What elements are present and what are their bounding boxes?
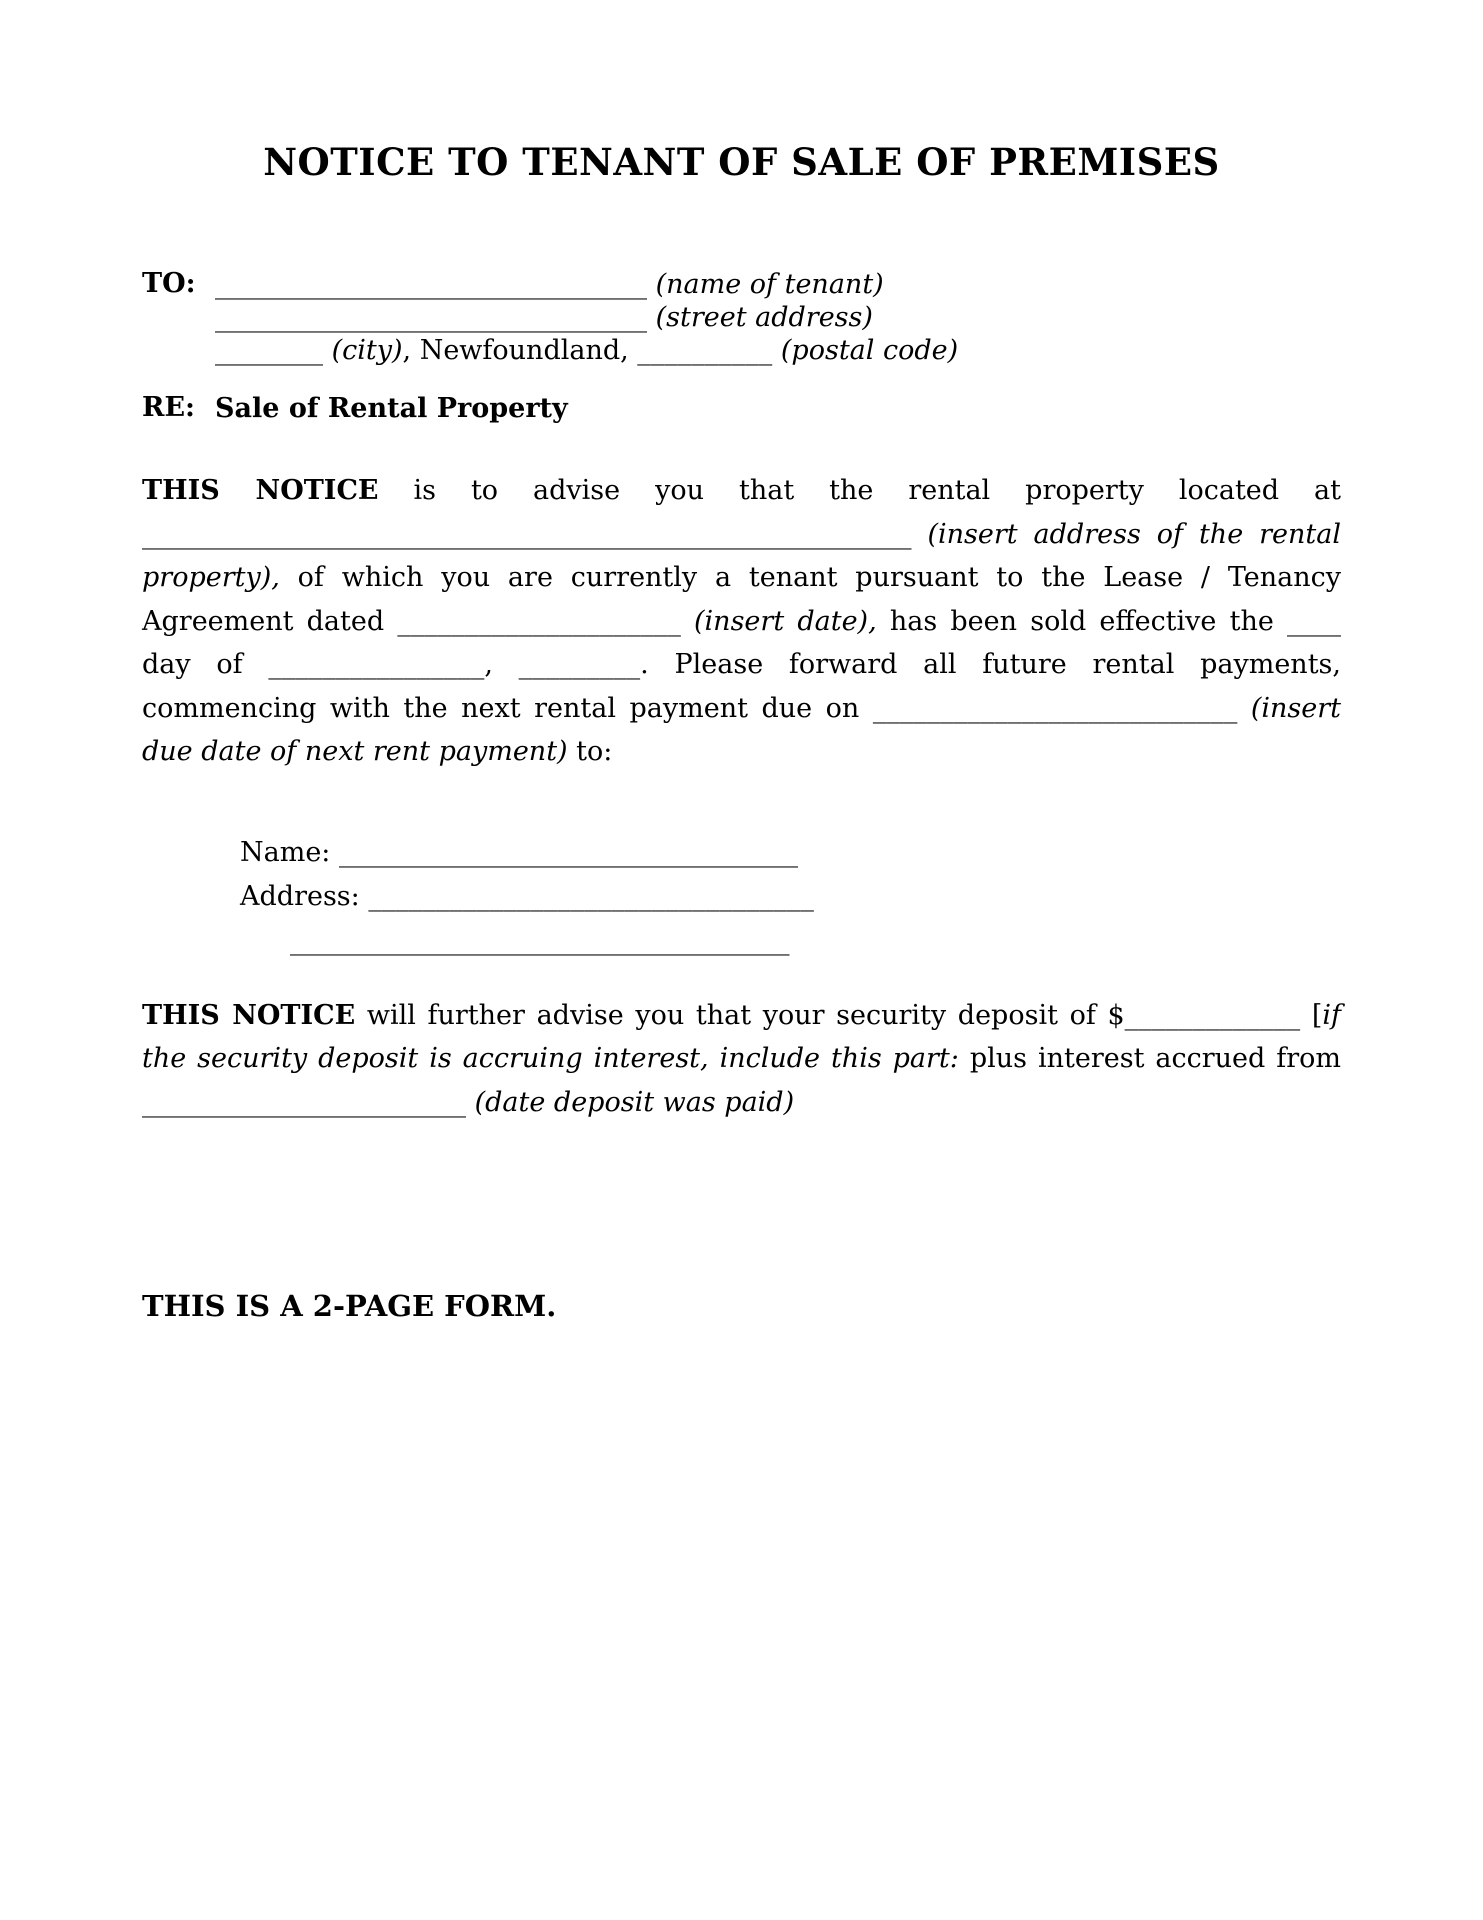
blank-line: ________________ (268, 649, 485, 680)
to-section (142, 268, 1341, 367)
notice-line-5 (142, 643, 1341, 687)
tenant-name-line (215, 268, 1341, 301)
text-run: of which you are currently a tenant pursuant to the Lease / Tenancy (279, 562, 1341, 593)
blank-line: __________________________________ (338, 836, 798, 868)
text-run: property), (142, 562, 280, 593)
page-count-note: THIS IS A 2-PAGE FORM. (142, 1289, 557, 1323)
text-run: (postal code) (780, 335, 959, 366)
blank-line: ________ (215, 335, 323, 366)
street-address-line (215, 301, 1341, 334)
notice-line-4 (142, 600, 1341, 644)
text-run: (insert address of the rental (927, 518, 1341, 550)
text-run: has been sold effective the (876, 605, 1287, 637)
text-run: (name of tenant) (655, 269, 884, 300)
text-run: [ (1300, 999, 1323, 1031)
deposit-paragraph (142, 994, 1341, 1125)
text-run: (insert (1250, 692, 1341, 724)
re-subject (215, 392, 1341, 425)
text-run: (street address) (655, 302, 873, 333)
text-run: will further advise you that your security deposit of $ (355, 999, 1125, 1031)
notice-line-1 (142, 469, 1341, 513)
text-run: . Please forward all future rental payments, (640, 649, 1341, 680)
text-run: Sale of Rental Property (215, 393, 568, 424)
blank-line: __________ (637, 335, 773, 366)
text-run: if (1322, 999, 1341, 1031)
payee-address-line-2 (142, 919, 1341, 963)
text-run: commencing with the next rental payment due on (142, 692, 873, 724)
document-title: NOTICE TO TENANT OF SALE OF PREMISES (263, 140, 1220, 184)
deposit-line-3 (142, 1081, 1341, 1125)
payee-address-line (142, 875, 1341, 919)
text-run: (insert date), (694, 605, 877, 637)
text-run (912, 519, 928, 550)
text-run: the security deposit is accruing interest, include this part: (142, 1043, 959, 1074)
blank-line: _________________________________________________________ (142, 518, 912, 550)
text-run: day of (142, 649, 269, 680)
text-run (466, 1087, 475, 1118)
notice-line-6 (142, 687, 1341, 731)
re-label: RE: (142, 392, 195, 423)
blank-line: _____________________________________ (290, 924, 790, 956)
blank-line: ________________________________ (215, 302, 647, 333)
blank-line: _________ (518, 649, 641, 680)
text-run: , (484, 649, 519, 680)
city-province-postal-line (215, 334, 1341, 367)
deposit-line-2 (142, 1037, 1341, 1081)
text-run: to: (567, 736, 613, 767)
text-run: Address: (240, 880, 369, 912)
text-run: , Newfoundland, (402, 335, 638, 366)
blank-line: _________________________________ (368, 880, 814, 912)
text-run: Agreement dated (142, 605, 398, 637)
re-section (142, 392, 1341, 425)
text-run: (date deposit was paid) (474, 1086, 795, 1118)
re-content (215, 392, 1341, 425)
text-run (681, 606, 694, 637)
text-run: (city) (331, 335, 403, 366)
text-run: THIS NOTICE (142, 999, 356, 1031)
text-run (323, 335, 332, 366)
notice-line-7 (142, 730, 1341, 774)
notice-paragraph (142, 469, 1341, 774)
text-run (772, 335, 781, 366)
text-run (647, 269, 656, 300)
text-run: THIS NOTICE (142, 475, 379, 506)
text-run (647, 302, 656, 333)
deposit-line-1 (142, 994, 1341, 1038)
text-run: plus interest accrued from (958, 1043, 1341, 1074)
text-run: Name: (240, 836, 339, 868)
blank-line: ___________________________ (872, 692, 1238, 724)
blank-line: _____________________ (397, 605, 681, 637)
to-label: TO: (142, 268, 196, 299)
payee-name-line (142, 831, 1341, 875)
blank-line: ________________________ (142, 1086, 466, 1118)
text-run: is to advise you that the rental property located at (378, 475, 1341, 506)
notice-line-2 (142, 513, 1341, 557)
payee-section (142, 831, 1341, 963)
blank-line: ____ (1287, 605, 1341, 637)
blank-line: _____________ (1124, 999, 1301, 1031)
to-content (215, 268, 1341, 367)
notice-line-3 (142, 556, 1341, 600)
text-run (1237, 693, 1251, 724)
blank-line: ________________________________ (215, 269, 647, 300)
text-run: due date of next rent payment) (142, 736, 568, 767)
